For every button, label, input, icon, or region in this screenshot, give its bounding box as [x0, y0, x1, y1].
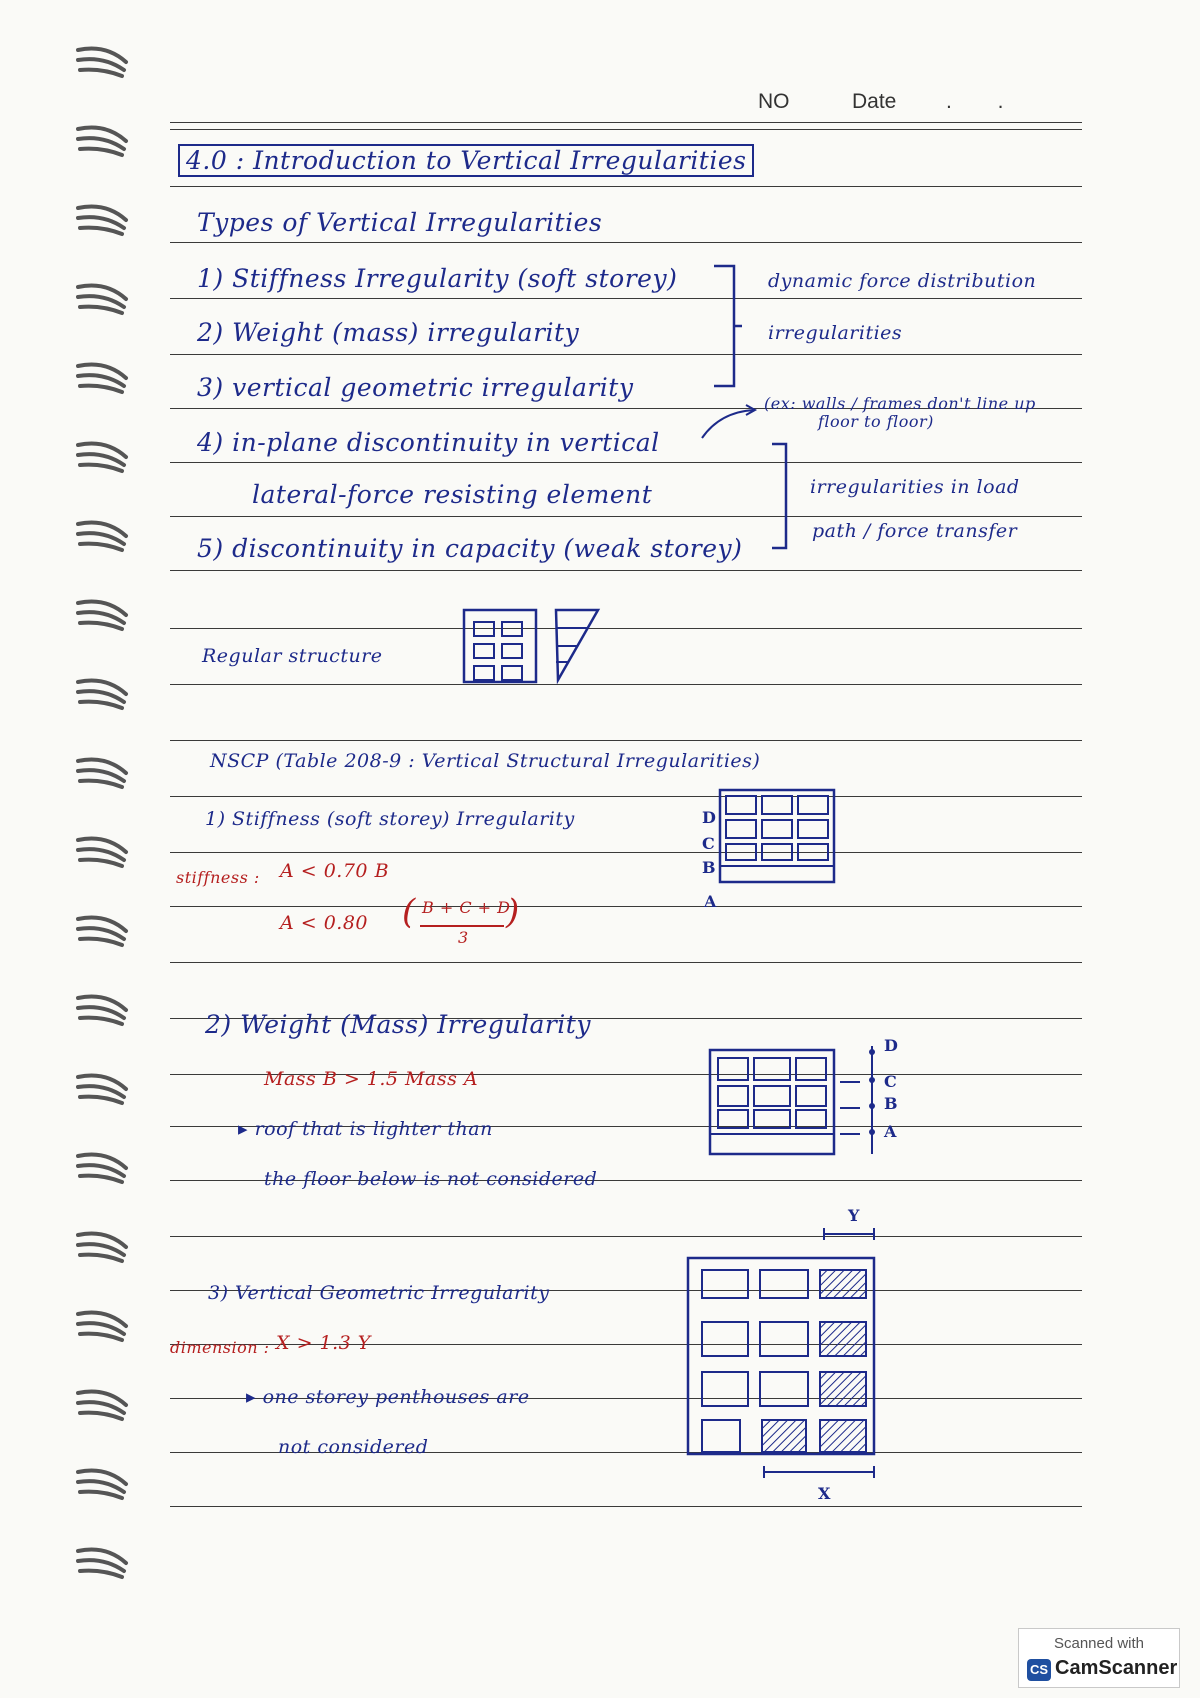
dimension-y-label: Y: [848, 1206, 860, 1225]
stiffness-eq-2: A < 0.80: [280, 912, 369, 934]
stiffness-fraction-numerator: B + C + D: [422, 898, 511, 917]
stiffness-eq-1: A < 0.70 B: [280, 860, 390, 882]
spiral-coil: [76, 514, 130, 556]
stamp-line-2: CamScanner: [1055, 1657, 1178, 1679]
ruled-line: [170, 962, 1082, 963]
ruled-line: [170, 354, 1082, 355]
stiffness-floor-label-d: D: [702, 808, 717, 827]
stiffness-heading: 1) Stiffness (soft storey) Irregularity: [205, 808, 575, 830]
ruled-line: [170, 242, 1082, 243]
ruled-line: [170, 796, 1082, 797]
ruled-line: [170, 1236, 1082, 1237]
spiral-coil: [76, 1462, 130, 1504]
ruled-line: [170, 129, 1082, 130]
bracket-2-line-1: irregularities in load: [810, 476, 1020, 498]
ruled-line: [170, 684, 1082, 685]
bracket-2-line-2: path / force transfer: [812, 520, 1018, 542]
example-note-line-2: floor to floor): [818, 412, 934, 431]
stamp-line-1: Scanned with: [1053, 1635, 1145, 1652]
dimension-x-label: X: [818, 1484, 831, 1503]
ruled-line: [170, 852, 1082, 853]
ruled-line: [170, 186, 1082, 187]
spiral-coil: [76, 672, 130, 714]
weight-floor-label-b: B: [884, 1094, 899, 1113]
spiral-coil: [76, 1383, 130, 1425]
spiral-coil: [76, 40, 130, 82]
stiffness-floor-label-a: A: [704, 892, 717, 911]
title-box: 4.0 : Introduction to Vertical Irregularities: [178, 144, 754, 177]
spiral-coil: [76, 277, 130, 319]
spiral-coil: [76, 198, 130, 240]
stiffness-paren-open: (: [402, 892, 416, 932]
type-item-5: 5) discontinuity in capacity (weak storey): [197, 534, 743, 563]
stiffness-floor-label-b: B: [702, 858, 717, 877]
bracket-1: [712, 262, 742, 392]
geometric-sketch: [684, 1226, 884, 1496]
ruled-line: [170, 122, 1082, 123]
spiral-coil: [76, 830, 130, 872]
camscanner-stamp: [1018, 1628, 1180, 1688]
bracket-1-line-2: irregularities: [768, 322, 903, 344]
type-item-4-cont: lateral-force resisting element: [252, 480, 653, 509]
weight-note-1: ▸ roof that is lighter than: [238, 1118, 493, 1140]
bracket-1-line-1: dynamic force distribution: [768, 270, 1037, 292]
spiral-coil: [76, 356, 130, 398]
type-item-3: 3) vertical geometric irregularity: [197, 373, 634, 402]
bracket-2: [768, 440, 792, 554]
geometric-heading: 3) Vertical Geometric Irregularity: [208, 1282, 550, 1304]
spiral-coil: [76, 1541, 130, 1583]
weight-sketch: [702, 1046, 902, 1158]
ruled-line: [170, 516, 1082, 517]
stiffness-label: stiffness :: [176, 868, 260, 887]
weight-note-2: the floor below is not considered: [264, 1168, 598, 1190]
spiral-coil: [76, 1225, 130, 1267]
ruled-line: [170, 462, 1082, 463]
ruled-line: [170, 570, 1082, 571]
geometric-label: dimension :: [170, 1338, 270, 1357]
fraction-bar: [420, 925, 504, 927]
ruled-line: [170, 298, 1082, 299]
ruled-line: [170, 1506, 1082, 1507]
regular-structure-label: Regular structure: [202, 645, 383, 667]
spiral-coil: [76, 435, 130, 477]
spiral-coil: [76, 751, 130, 793]
spiral-coil: [76, 593, 130, 635]
regular-structure-sketch: [462, 606, 608, 686]
ruled-line: [170, 628, 1082, 629]
page-title: [178, 146, 754, 175]
camscanner-logo-icon: CS: [1027, 1659, 1051, 1681]
weight-floor-label-a: A: [884, 1122, 897, 1141]
no-label: NO: [758, 90, 790, 113]
spiral-binding: [76, 40, 136, 1600]
weight-heading: 2) Weight (Mass) Irregularity: [205, 1010, 591, 1039]
spiral-coil: [76, 988, 130, 1030]
spiral-coil: [76, 1146, 130, 1188]
stiffness-floor-label-c: C: [702, 834, 716, 853]
weight-floor-label-c: C: [884, 1072, 898, 1091]
date-dots: . .: [946, 90, 1024, 113]
example-note-line-1: (ex: walls / frames don't line up: [764, 394, 1036, 413]
type-item-2: 2) Weight (mass) irregularity: [197, 318, 580, 347]
date-label: Date: [852, 90, 897, 113]
type-item-4: 4) in-plane discontinuity in vertical: [197, 428, 660, 457]
note-arrow: [700, 402, 760, 442]
geometric-note-1: ▸ one storey penthouses are: [246, 1386, 530, 1408]
weight-floor-label-d: D: [884, 1036, 899, 1055]
stiffness-fraction-denominator: 3: [458, 928, 469, 947]
weight-eq: Mass B > 1.5 Mass A: [264, 1068, 479, 1090]
geometric-eq: X > 1.3 Y: [276, 1332, 371, 1354]
spiral-coil: [76, 119, 130, 161]
type-item-1: 1) Stiffness Irregularity (soft storey): [197, 264, 678, 293]
spiral-coil: [76, 1304, 130, 1346]
spiral-coil: [76, 909, 130, 951]
nscp-heading: NSCP (Table 208-9 : Vertical Structural Irregularities): [210, 750, 761, 772]
spiral-coil: [76, 1067, 130, 1109]
geometric-note-2: not considered: [278, 1436, 429, 1458]
stiffness-paren-close: ): [506, 892, 520, 932]
types-heading: Types of Vertical Irregularities: [197, 208, 603, 237]
stiffness-sketch: [696, 784, 844, 898]
ruled-line: [170, 740, 1082, 741]
ruled-line: [170, 906, 1082, 907]
